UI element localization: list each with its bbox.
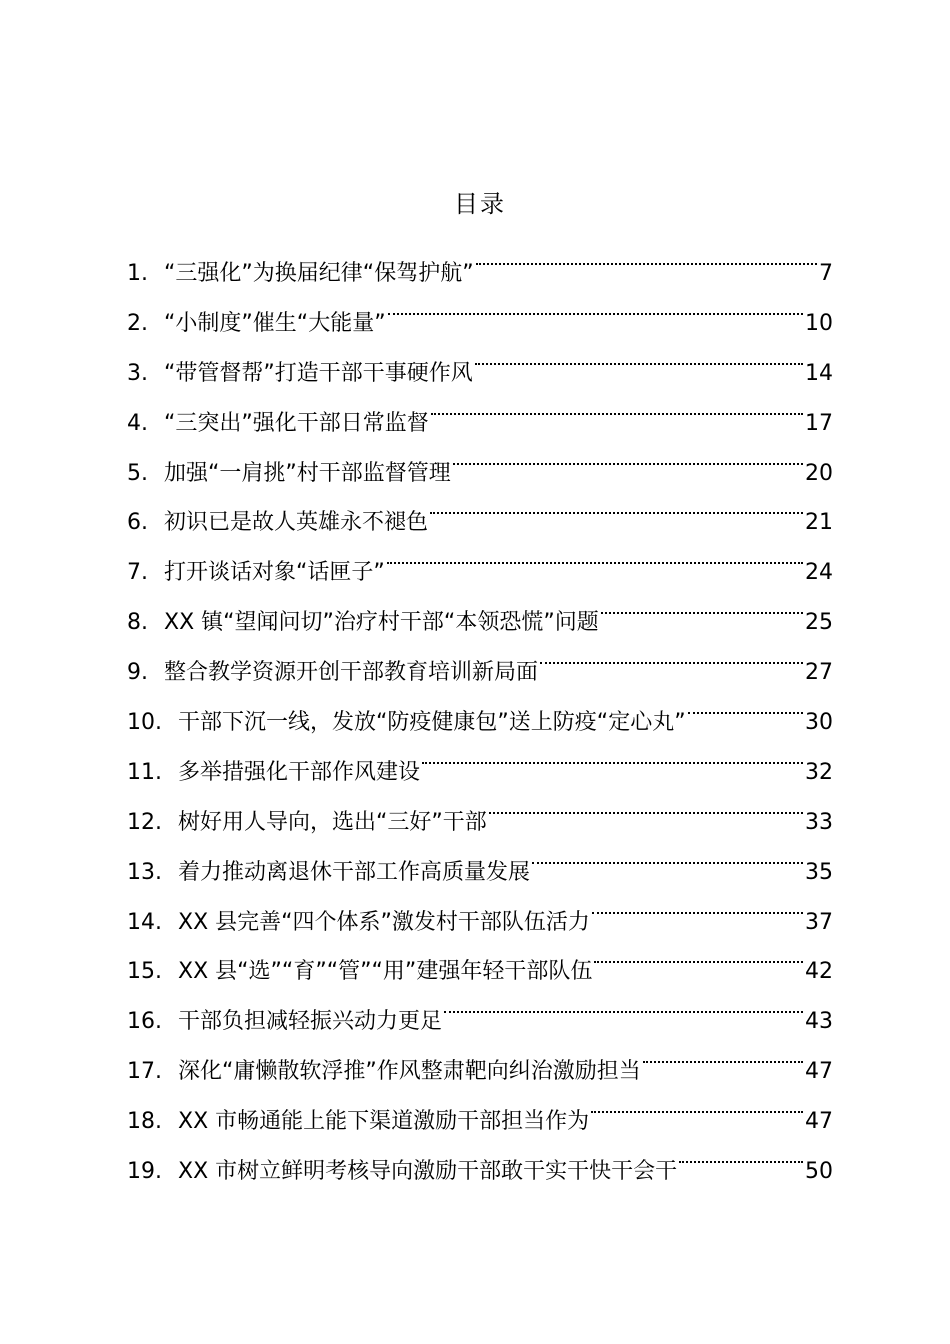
toc-entry-title: 干部下沉一线，发放“防疫健康包”送上防疫“定心丸” xyxy=(178,710,686,736)
toc-entry-title: “三突出”强化干部日常监督 xyxy=(164,410,429,436)
toc-entry-number: 10. xyxy=(127,710,162,736)
toc-entry-number: 14. xyxy=(127,909,162,935)
toc-list xyxy=(127,230,833,1185)
dot-leader xyxy=(592,879,803,929)
dot-leader xyxy=(540,629,803,679)
toc-entry-title: 树好用人导向，选出“三好”干部 xyxy=(178,809,487,835)
toc-entry-number: 3. xyxy=(127,360,148,386)
toc-entry-number: 12. xyxy=(127,809,162,835)
dot-leader xyxy=(387,529,803,579)
toc-entry-title: 干部负担减轻振兴动力更足 xyxy=(178,1009,443,1035)
dot-leader xyxy=(643,1028,803,1078)
toc-entry-page: 50 xyxy=(805,1159,833,1185)
toc-entry-title: XX 镇“望闻问切”治疗村干部“本领恐慌”问题 xyxy=(164,610,599,636)
toc-entry-page: 20 xyxy=(805,460,833,486)
toc-entry-page: 37 xyxy=(805,909,833,935)
toc-entry-number: 8. xyxy=(127,610,148,636)
dot-leader xyxy=(679,1128,803,1178)
dot-leader xyxy=(601,579,803,629)
toc-entry-title: XX 县完善“四个体系”激发村干部队伍活力 xyxy=(178,909,590,935)
toc-entry-number: 5. xyxy=(127,460,148,486)
toc-entry-page: 35 xyxy=(805,859,833,885)
toc-entry-number: 6. xyxy=(127,510,148,536)
toc-entry-page: 32 xyxy=(805,759,833,785)
dot-leader xyxy=(532,829,803,879)
toc-entry-number: 13. xyxy=(127,859,162,885)
toc-entry-page: 14 xyxy=(805,360,833,386)
toc-entry-page: 27 xyxy=(805,660,833,686)
dot-leader xyxy=(444,978,803,1028)
toc-entry-title: “带管督帮”打造干部干事硬作风 xyxy=(164,360,473,386)
dot-leader xyxy=(430,479,803,529)
toc-entry-page: 47 xyxy=(805,1109,833,1135)
toc-entry-number: 2. xyxy=(127,310,148,336)
dot-leader xyxy=(476,230,817,280)
toc-entry-title: XX 市畅通能上能下渠道激励干部担当作为 xyxy=(178,1109,590,1135)
toc-entry-title: 打开谈话对象“话匣子” xyxy=(164,560,385,586)
toc-entry-page: 24 xyxy=(805,560,833,586)
toc-entry-title: “三强化”为换届纪律“保驾护航” xyxy=(164,261,474,286)
toc-entry-title: 多举措强化干部作风建设 xyxy=(178,759,421,785)
toc-entry-title: “小制度”催生“大能量” xyxy=(164,310,386,336)
toc-entry-page: 42 xyxy=(805,959,833,985)
toc-entry-number: 4. xyxy=(127,410,148,436)
dot-leader xyxy=(591,1078,803,1128)
toc-entry-page: 25 xyxy=(805,610,833,636)
toc-entry-page: 21 xyxy=(805,510,833,536)
toc-entry-number: 7. xyxy=(127,560,148,586)
toc-entry-page: 17 xyxy=(805,410,833,436)
toc-entry-number: 11. xyxy=(127,759,162,785)
toc-entry-title: 深化“庸懒散软浮推”作风整肃靶向纠治激励担当 xyxy=(178,1059,641,1085)
toc-entry-title: 着力推动离退休干部工作高质量发展 xyxy=(178,859,531,885)
toc-entry-title: XX 市树立鲜明考核导向激励干部敢干实干快干会干 xyxy=(178,1159,678,1185)
toc-entry-number: 9. xyxy=(127,660,148,686)
dot-leader xyxy=(431,380,803,430)
toc-entry-number: 1. xyxy=(127,261,148,286)
toc-entry xyxy=(127,230,833,286)
toc-entry-page: 30 xyxy=(805,710,833,736)
toc-entry-number: 15. xyxy=(127,959,162,985)
toc-entry-page: 47 xyxy=(805,1059,833,1085)
toc-entry-page: 33 xyxy=(805,809,833,835)
toc-entry-number: 18. xyxy=(127,1109,162,1135)
toc-entry-title: XX 县“选”“育”“管”“用”建强年轻干部队伍 xyxy=(178,959,593,985)
dot-leader xyxy=(475,330,803,380)
toc-entry-number: 19. xyxy=(127,1159,162,1185)
dot-leader xyxy=(453,430,803,480)
toc-entry-title: 整合教学资源开创干部教育培训新局面 xyxy=(164,660,539,686)
toc-entry-page: 7 xyxy=(819,261,833,286)
toc-entry-number: 17. xyxy=(127,1059,162,1085)
toc-entry-page: 43 xyxy=(805,1009,833,1035)
dot-leader xyxy=(489,779,803,829)
dot-leader xyxy=(422,729,803,779)
toc-title: 目录 xyxy=(454,190,506,218)
toc-entry-title: 加强“一肩挑”村干部监督管理 xyxy=(164,460,451,486)
dot-leader xyxy=(594,928,803,978)
dot-leader xyxy=(688,679,803,729)
toc-entry-title: 初识已是故人英雄永不褪色 xyxy=(164,510,429,536)
toc-entry-page: 10 xyxy=(805,310,833,336)
toc-entry-number: 16. xyxy=(127,1009,162,1035)
dot-leader xyxy=(388,280,803,330)
